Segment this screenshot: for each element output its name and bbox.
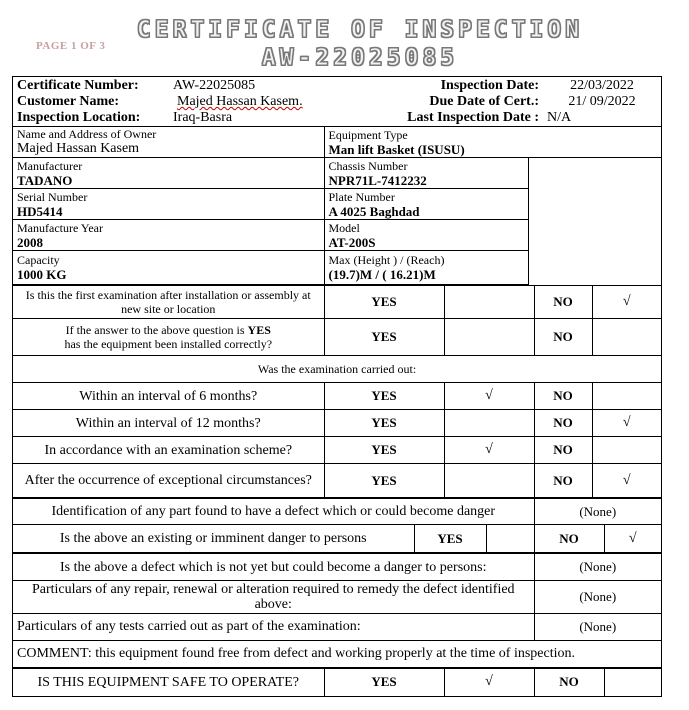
certificate-table [12,76,662,697]
q2-text [13,319,324,356]
q7-answer: (None) [534,499,661,525]
q5-yes-tick: √ [444,437,534,464]
title-line-1: CERTIFICATE OF INSPECTION [136,17,584,43]
q8-no-tick: √ [604,525,661,553]
q5-no: NO [534,437,592,464]
q3-yes: YES [324,383,444,410]
question-row [13,669,661,696]
q11-answer: (None) [534,614,661,641]
model-label: Model [328,220,360,235]
section-label: Was the examination carried out: [13,356,661,383]
q3-text: Within an interval of 6 months? [13,383,324,410]
q5-no-tick [592,437,661,464]
inspection-date-value: 22/03/2022 [570,78,634,93]
plate-value: A 4025 Baghdad [328,203,420,219]
details-block [13,126,661,285]
manufacturer-value: TADANO [17,172,73,188]
question-row [13,437,661,464]
question-row [13,525,661,553]
q1-yes-tick [444,286,534,319]
owner-label: Name and Address of Owner [17,127,157,141]
q8-yes-tick [486,525,534,553]
safe-block [13,668,661,696]
q3-no-tick [592,383,661,410]
title-line-2: AW-22025085 [261,45,459,71]
year-label: Manufacture Year [17,220,103,235]
cert-number-label: Certificate Number: [17,78,139,93]
q9-answer: (None) [534,554,661,581]
question-row [13,383,661,410]
q2-no: NO [534,319,592,356]
plate-label: Plate Number [328,189,395,204]
question-row [13,554,661,581]
question-row [13,499,661,525]
q9-text: Is the above a defect which is not yet but could become a danger to persons: [13,554,534,581]
model-value: AT-200S [328,234,376,250]
q8-yes: YES [414,525,486,553]
q1-no: NO [534,286,592,319]
q6-yes-tick [444,464,534,498]
q2-text-b: YES [247,323,271,337]
q4-yes-tick [444,410,534,437]
serial-value: HD5414 [17,203,63,219]
q6-text: After the occurrence of exceptional circumstances? [13,464,324,498]
location-value: Iraq-Basra [173,110,233,125]
q12-yes: YES [324,669,444,696]
page-label: PAGE 1 OF 3 [36,40,106,52]
q2-yes-tick [444,319,534,356]
question-row [13,464,661,498]
question-row [13,319,661,356]
customer-value: Majed Hassan Kasem. [177,94,303,109]
max-value: (19.7)M / ( 16.21)M [328,267,436,282]
q2-yes: YES [324,319,444,356]
questions-block [13,285,661,498]
q7-text: Identification of any part found to have a defect which or could become danger [13,499,534,525]
q4-no: NO [534,410,592,437]
due-date-value: 21/ 09/2022 [568,94,636,109]
q4-text: Within an interval of 12 months? [13,410,324,437]
q3-yes-tick: √ [444,383,534,410]
max-label: Max (Height ) / (Reach) [328,253,445,267]
q10-text: Particulars of any repair, renewal or alteration required to remedy the defect identified above: [13,581,534,614]
q10-answer: (None) [534,581,661,614]
q1-text: Is this the first examination after installation or assembly at new site or location [13,286,324,319]
q12-no: NO [534,669,604,696]
q2-text-c: has the equipment been installed correctly? [64,337,273,351]
cert-number-value: AW-22025085 [173,78,256,93]
q2-text-a: If the answer to the above question is [65,323,248,337]
inspection-date-label: Inspection Date: [440,78,539,93]
q4-no-tick: √ [592,410,661,437]
q6-no: NO [534,464,592,498]
section-row [13,356,661,383]
q1-no-tick: √ [592,286,661,319]
last-inspection-label: Last Inspection Date : [407,110,539,125]
location-label: Inspection Location: [17,110,141,125]
equipment-type-value: Man lift Basket (ISUSU) [328,141,465,157]
q1-yes: YES [324,286,444,319]
question-row [13,614,661,641]
q8-no: NO [534,525,604,553]
q12-yes-tick: √ [444,669,534,696]
q4-yes: YES [324,410,444,437]
serial-label: Serial Number [17,189,88,204]
question-row [13,581,661,614]
chassis-value: NPR71L-7412232 [328,172,427,188]
customer-label: Customer Name: [17,94,119,109]
document-title [130,16,590,72]
chassis-label: Chassis Number [328,158,408,173]
comment-row [13,641,661,668]
question-row [13,410,661,437]
equipment-type-label: Equipment Type [328,127,408,142]
q5-yes: YES [324,437,444,464]
q12-text: IS THIS EQUIPMENT SAFE TO OPERATE? [13,669,324,696]
q3-no: NO [534,383,592,410]
owner-value: Majed Hassan Kasem [17,141,140,156]
q11-text: Particulars of any tests carried out as part of the examination: [13,614,534,641]
header-block [13,78,661,126]
q8-text: Is the above an existing or imminent danger to persons [13,525,414,553]
question-row [13,286,661,319]
defect-block [13,498,661,553]
capacity-label: Capacity [17,253,60,267]
q6-no-tick: √ [592,464,661,498]
q12-no-tick [604,669,661,696]
year-value: 2008 [17,234,43,250]
manufacturer-label: Manufacturer [17,158,83,173]
capacity-value: 1000 KG [17,267,67,282]
q5-text: In accordance with an examination scheme? [13,437,324,464]
q2-no-tick [592,319,661,356]
last-inspection-value: N/A [547,110,572,125]
blank-cell [528,158,661,285]
comment-text: COMMENT: this equipment found free from defect and working properly at the time of inspection. [13,641,661,668]
q6-yes: YES [324,464,444,498]
due-date-label: Due Date of Cert.: [429,94,539,109]
particulars-block [13,553,661,668]
